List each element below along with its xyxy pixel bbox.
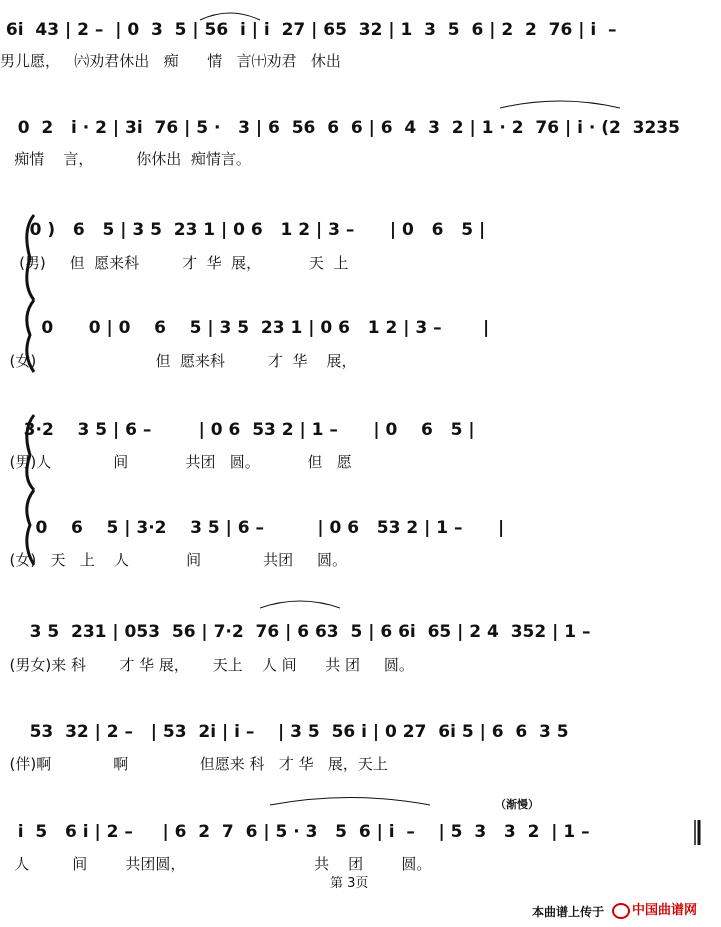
system-5-lyrics: (男)人 间 共团 圆。 但 愿	[0, 453, 352, 471]
system-6-notes: 0 6 5 | 3·2 3 5 | 6 – | 0 6 53 2 | 1 – |	[0, 518, 505, 538]
system-2-notes: 0 2 i · 2 | 3i 76 | 5 · 3 | 6 56 6 6 | 6 4 3 2 | 1 · 2 76 | i · (2 3235	[0, 118, 680, 138]
slur-icon	[260, 601, 340, 608]
system-3-notes: 0 ) 6 5 | 3 5 23 1 | 0 6 1 2 | 3 – | 0 6 5 |	[0, 220, 486, 240]
system-4-notes: 0 0 | 0 6 5 | 3 5 23 1 | 0 6 1 2 | 3 – |	[0, 318, 490, 338]
site-name: 中国曲谱网	[632, 903, 698, 918]
site-logo-icon	[612, 903, 630, 919]
system-7-notes: 3 5 231 | 053 56 | 7·2 76 | 6 63 5 | 6 6i 65 | 2 4 352 | 1 –	[0, 622, 591, 642]
slur-icon	[500, 101, 620, 108]
system-1-notes: 6i 43 | 2 – | 0 3 5 | 56 i | i 27 | 65 32 | 1 3 5 6 | 2 2 76 | i –	[0, 20, 623, 40]
system-9-lyrics: 人 间 共团圆， 共 团 圆。	[0, 855, 432, 873]
system-8-notes: 53 32 | 2 – | 53 2i | i – | 3 5 56 i | 0 27 6i 5 | 6 6 3 5	[0, 722, 569, 742]
upload-credit: 本曲谱上传于	[532, 905, 605, 919]
slur-icon	[200, 13, 260, 20]
system-6-lyrics: (女) 天 上 人 间 共团 圆。	[0, 551, 347, 569]
slur-icon	[270, 798, 430, 806]
system-3-lyrics: (男) 但 愿来科 才 华 展， 天 上	[0, 254, 349, 272]
system-2-lyrics: 痴情 言， 你休出 痴情言。	[0, 150, 251, 168]
page-number: 第 3页	[330, 876, 369, 891]
system-1-lyrics: 男儿愿， ㈥劝君休出 痴 情 言㈩劝君 休出	[0, 52, 341, 70]
system-7-lyrics: (男女)来 科 才 华 展， 天上 人 间 共 团 圆。	[0, 656, 414, 674]
site-logo[interactable]	[612, 899, 697, 919]
system-5-notes: 3·2 3 5 | 6 – | 0 6 53 2 | 1 – | 0 6 5 |	[0, 420, 475, 440]
system-9-notes: i 5 6 i | 2 – | 6 2 7 6 | 5 · 3 5 6 | i – | 5 3 3 2 | 1 –	[0, 822, 590, 842]
system-8-lyrics: (伴)啊 啊 但愿来 科 才 华 展，天上	[0, 755, 388, 773]
system-4-lyrics: (女) 但 愿来科 才 华 展，	[0, 352, 357, 370]
tempo-mark: （渐慢）	[495, 798, 539, 811]
